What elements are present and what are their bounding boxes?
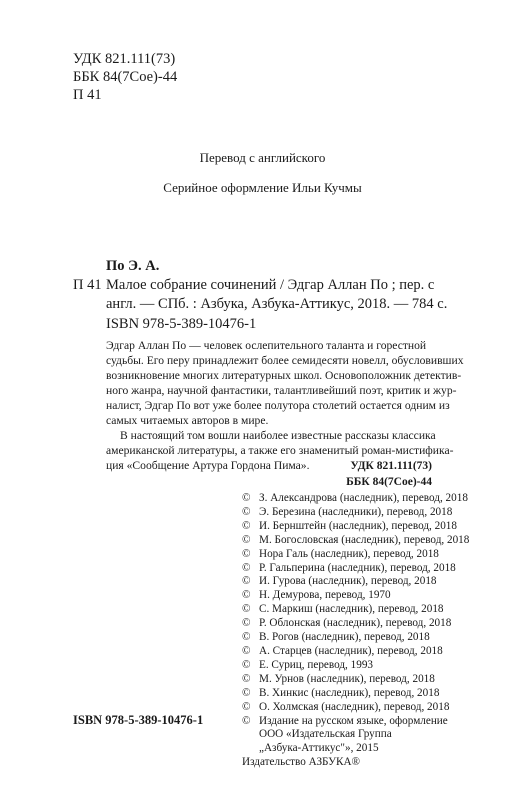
copyright-row xyxy=(242,701,469,715)
annotation-line: судьбы. Его перу принадлежит более семидесяти новелл, обусловивших xyxy=(106,354,464,367)
annotation-line: возникновение многих литературных школ. Основоположник детектив- xyxy=(106,369,462,382)
copyright-text: З. Александрова (наследник), перевод, 2018 xyxy=(259,492,468,504)
annotation-line: ного жанра, научной фантастики, талантливейший поэт, критик и жур- xyxy=(106,384,457,397)
copyright-icon: © xyxy=(242,644,251,657)
copyright-text: Н. Демурова, перевод, 1970 xyxy=(259,589,391,602)
copyright-icon: © xyxy=(242,686,251,699)
bbk-code-repeat: ББК 84(7Сое)-44 xyxy=(346,476,432,488)
copyright-text: Е. Суриц, перевод, 1993 xyxy=(259,658,374,671)
copyright-text: В. Рогов (наследник), перевод, 2018 xyxy=(259,631,430,644)
annotation-line: налист, Эдгар По вот уже более полутора столетий остается одним из xyxy=(106,399,450,412)
translation-credit: Перевод с английского xyxy=(199,150,326,165)
copyright-icon: © xyxy=(242,658,251,671)
copyright-row xyxy=(242,687,469,701)
copyright-row xyxy=(242,645,469,659)
copyright-icon: © xyxy=(242,700,251,713)
copyright-row xyxy=(242,492,469,506)
copyright-text: Э. Березина (наследники), перевод, 2018 xyxy=(259,505,453,518)
copyright-row xyxy=(242,520,469,534)
copyright-text: С. Маркиш (наследник), перевод, 2018 xyxy=(259,603,444,616)
annotation-line: В настоящий том вошли наиболее известные рассказы классика xyxy=(120,429,436,442)
series-design-credit: Серийное оформление Ильи Кучмы xyxy=(163,180,362,195)
copyright-row xyxy=(242,534,469,548)
title-line-1: Малое собрание сочинений / Эдгар Аллан По ; пер. с xyxy=(106,277,435,293)
annotation-line: ция «Сообщение Артура Гордона Пима». xyxy=(106,459,310,472)
udk-code-repeat: УДК 821.111(73) xyxy=(350,460,432,472)
copyright-icon: © xyxy=(242,617,251,630)
classification-block xyxy=(73,50,177,104)
copyright-icon: © xyxy=(242,714,251,727)
copyright-text: О. Холмская (наследник), перевод, 2018 xyxy=(259,700,450,713)
copyright-row xyxy=(242,548,469,562)
copyright-icon: © xyxy=(242,505,251,518)
edition-line-3: „Азбука-Аттикус"», 2015 xyxy=(259,742,379,755)
copyright-icon: © xyxy=(242,589,251,602)
isbn-bottom: ISBN 978-5-389-10476-1 xyxy=(73,713,204,727)
copyright-list xyxy=(242,492,469,770)
copyright-row xyxy=(242,506,469,520)
edition-line-1: Издание на русском языке, оформление xyxy=(259,714,448,727)
author-mark: П 41 xyxy=(73,87,102,103)
copyright-text: Нора Галь (наследник), перевод, 2018 xyxy=(259,547,439,560)
copyright-icon: © xyxy=(242,533,251,546)
copyright-icon: © xyxy=(242,547,251,560)
copyright-text: Р. Гальперина (наследник), перевод, 2018 xyxy=(259,561,456,574)
copyright-text: М. Богословская (наследник), перевод, 2018 xyxy=(259,533,470,546)
bbk-code: ББК 84(7Сое)-44 xyxy=(73,69,178,85)
record-author-mark: П 41 xyxy=(73,277,102,293)
copyright-icon: © xyxy=(242,672,251,685)
copyright-icon: © xyxy=(242,631,251,644)
copyright-icon: © xyxy=(242,561,251,574)
copyright-text: А. Старцев (наследник), перевод, 2018 xyxy=(259,644,443,657)
copyright-row xyxy=(242,603,469,617)
copyright-row xyxy=(242,589,469,603)
record-isbn: ISBN 978-5-389-10476-1 xyxy=(106,316,257,332)
copyright-row xyxy=(242,562,469,576)
copyright-row xyxy=(242,715,469,729)
copyright-text: М. Урнов (наследник), перевод, 2018 xyxy=(259,672,435,685)
edition-line-2: ООО «Издательская Группа xyxy=(259,728,392,741)
copyright-text: И. Гурова (наследник), перевод, 2018 xyxy=(259,575,437,588)
copyright-icon: © xyxy=(242,519,251,532)
publisher-line: Издательство АЗБУКА® xyxy=(242,756,361,769)
copyright-icon: © xyxy=(242,603,251,616)
annotation-paragraph-1 xyxy=(106,338,464,428)
annotation-line: Эдгар Аллан По — человек ослепительного таланта и горестной xyxy=(106,339,427,352)
udk-code: УДК 821.111(73) xyxy=(73,51,176,67)
copyright-text: И. Бернштейн (наследник), перевод, 2018 xyxy=(259,519,457,532)
copyright-row xyxy=(242,631,469,645)
copyright-row xyxy=(242,617,469,631)
author-heading: По Э. А. xyxy=(106,258,160,274)
annotation-line: американской литературы, а также его знаменитый роман-мистифика- xyxy=(106,444,454,457)
title-line-2: англ. — СПб. : Азбука, Азбука-Аттикус, 2018. — 784 с. xyxy=(106,296,448,312)
copyright-icon: © xyxy=(242,575,251,588)
copyright-row xyxy=(242,575,469,589)
copyright-text: В. Хинкис (наследник), перевод, 2018 xyxy=(259,686,440,699)
copyright-row xyxy=(242,673,469,687)
copyright-row xyxy=(242,659,469,673)
annotation-line: самых читаемых авторов в мире. xyxy=(106,414,269,427)
copyright-icon: © xyxy=(242,492,251,504)
copyright-text: Р. Облонская (наследник), перевод, 2018 xyxy=(259,617,452,630)
